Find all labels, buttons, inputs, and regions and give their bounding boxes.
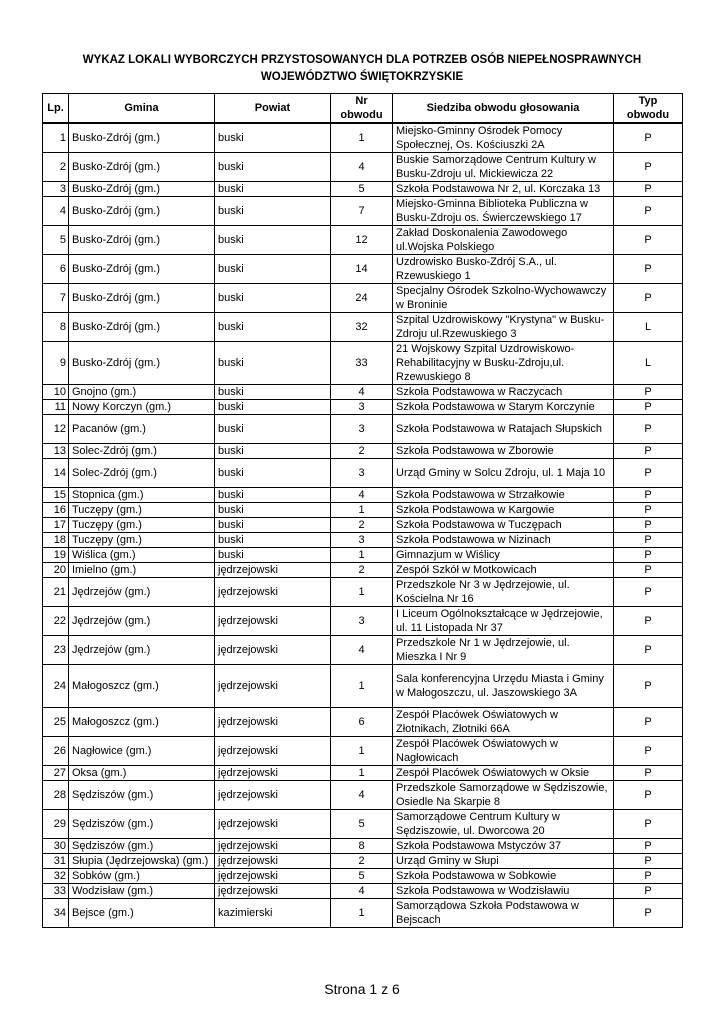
table-row bbox=[43, 563, 683, 578]
header-typ-obwodu: Typ obwodu bbox=[614, 94, 683, 124]
cell-gmina: Busko-Zdrój (gm.) bbox=[69, 313, 215, 342]
cell-siedziba: Przedszkole Samorządowe w Sędziszowie, Osiedle Na Skarpie 8 bbox=[393, 781, 614, 810]
cell-gmina: Busko-Zdrój (gm.) bbox=[69, 153, 215, 182]
cell-lp: 8 bbox=[43, 313, 69, 342]
cell-powiat: buski bbox=[215, 182, 331, 197]
table-row bbox=[43, 607, 683, 636]
cell-lp: 5 bbox=[43, 226, 69, 255]
cell-nr-obwodu: 24 bbox=[331, 284, 393, 313]
table-row bbox=[43, 342, 683, 385]
cell-siedziba: Szkoła Podstawowa Mstyczów 37 bbox=[393, 839, 614, 854]
cell-siedziba: Szkoła Podstawowa w Strzałkowie bbox=[393, 488, 614, 503]
cell-lp: 33 bbox=[43, 884, 69, 899]
cell-siedziba: Szkoła Podstawowa w Zborowie bbox=[393, 444, 614, 459]
table-row bbox=[43, 226, 683, 255]
cell-nr-obwodu: 3 bbox=[331, 607, 393, 636]
cell-typ-obwodu: P bbox=[614, 636, 683, 665]
cell-siedziba: Szkoła Podstawowa w Tuczępach bbox=[393, 518, 614, 533]
cell-typ-obwodu: P bbox=[614, 781, 683, 810]
cell-typ-obwodu: P bbox=[614, 548, 683, 563]
cell-gmina: Oksa (gm.) bbox=[69, 766, 215, 781]
cell-powiat: buski bbox=[215, 197, 331, 226]
cell-gmina: Jędrzejów (gm.) bbox=[69, 578, 215, 607]
cell-typ-obwodu: P bbox=[614, 503, 683, 518]
cell-nr-obwodu: 4 bbox=[331, 385, 393, 400]
cell-nr-obwodu: 32 bbox=[331, 313, 393, 342]
cell-lp: 19 bbox=[43, 548, 69, 563]
cell-siedziba: Gimnazjum w Wiślicy bbox=[393, 548, 614, 563]
cell-gmina: Imielno (gm.) bbox=[69, 563, 215, 578]
table-row bbox=[43, 708, 683, 737]
cell-typ-obwodu: P bbox=[614, 153, 683, 182]
cell-nr-obwodu: 14 bbox=[331, 255, 393, 284]
cell-gmina: Wodzisław (gm.) bbox=[69, 884, 215, 899]
cell-typ-obwodu: L bbox=[614, 313, 683, 342]
cell-lp: 4 bbox=[43, 197, 69, 226]
cell-gmina: Busko-Zdrój (gm.) bbox=[69, 342, 215, 385]
cell-nr-obwodu: 8 bbox=[331, 839, 393, 854]
cell-lp: 7 bbox=[43, 284, 69, 313]
cell-siedziba: Urząd Gminy w Słupi bbox=[393, 854, 614, 869]
cell-powiat: jędrzejowski bbox=[215, 839, 331, 854]
cell-typ-obwodu: P bbox=[614, 607, 683, 636]
table-row bbox=[43, 781, 683, 810]
table-row bbox=[43, 153, 683, 182]
cell-typ-obwodu: P bbox=[614, 385, 683, 400]
cell-lp: 17 bbox=[43, 518, 69, 533]
cell-siedziba: I Liceum Ogólnokształcące w Jędrzejowie, ul. 11 Listopada Nr 37 bbox=[393, 607, 614, 636]
cell-nr-obwodu: 5 bbox=[331, 869, 393, 884]
table-row bbox=[43, 578, 683, 607]
cell-nr-obwodu: 2 bbox=[331, 854, 393, 869]
cell-gmina: Stopnica (gm.) bbox=[69, 488, 215, 503]
table-row bbox=[43, 518, 683, 533]
cell-siedziba: Szkoła Podstawowa w Kargowie bbox=[393, 503, 614, 518]
cell-lp: 12 bbox=[43, 415, 69, 444]
cell-nr-obwodu: 3 bbox=[331, 415, 393, 444]
cell-typ-obwodu: P bbox=[614, 444, 683, 459]
table-header-row bbox=[43, 94, 683, 124]
cell-gmina: Wiślica (gm.) bbox=[69, 548, 215, 563]
cell-siedziba: Szkoła Podstawowa w Sobkowie bbox=[393, 869, 614, 884]
cell-siedziba: Szkoła Podstawowa w Ratajach Słupskich bbox=[393, 415, 614, 444]
cell-powiat: jędrzejowski bbox=[215, 766, 331, 781]
cell-lp: 21 bbox=[43, 578, 69, 607]
cell-gmina: Pacanów (gm.) bbox=[69, 415, 215, 444]
cell-siedziba: Samorządowe Centrum Kultury w Sędziszowie, ul. Dworcowa 20 bbox=[393, 810, 614, 839]
cell-typ-obwodu: P bbox=[614, 533, 683, 548]
cell-gmina: Gnojno (gm.) bbox=[69, 385, 215, 400]
cell-nr-obwodu: 4 bbox=[331, 884, 393, 899]
cell-siedziba: Buskie Samorządowe Centrum Kultury w Busku-Zdroju ul. Mickiewicza 22 bbox=[393, 153, 614, 182]
cell-lp: 14 bbox=[43, 459, 69, 488]
cell-powiat: jędrzejowski bbox=[215, 869, 331, 884]
cell-typ-obwodu: P bbox=[614, 284, 683, 313]
cell-powiat: buski bbox=[215, 459, 331, 488]
cell-gmina: Busko-Zdrój (gm.) bbox=[69, 284, 215, 313]
document-title: WYKAZ LOKALI WYBORCZYCH PRZYSTOSOWANYCH DLA POTRZEB OSÓB NIEPEŁNOSPRAWNYCH bbox=[82, 54, 642, 66]
page-number: Strona 1 z 6 bbox=[324, 981, 400, 997]
cell-powiat: buski bbox=[215, 255, 331, 284]
cell-siedziba: Uzdrowisko Busko-Zdrój S.A., ul. Rzewuskiego 1 bbox=[393, 255, 614, 284]
cell-lp: 3 bbox=[43, 182, 69, 197]
cell-nr-obwodu: 1 bbox=[331, 123, 393, 153]
cell-gmina: Busko-Zdrój (gm.) bbox=[69, 255, 215, 284]
cell-gmina: Jędrzejów (gm.) bbox=[69, 607, 215, 636]
cell-powiat: buski bbox=[215, 313, 331, 342]
cell-lp: 28 bbox=[43, 781, 69, 810]
table-row bbox=[43, 665, 683, 708]
cell-siedziba: Szkoła Podstawowa Nr 2, ul. Korczaka 13 bbox=[393, 182, 614, 197]
cell-gmina: Małogoszcz (gm.) bbox=[69, 665, 215, 708]
cell-siedziba: Zespół Placówek Oświatowych w Złotnikach, Złotniki 66A bbox=[393, 708, 614, 737]
cell-lp: 20 bbox=[43, 563, 69, 578]
cell-siedziba: Miejsko-Gminna Biblioteka Publiczna w Busku-Zdroju os. Świerczewskiego 17 bbox=[393, 197, 614, 226]
table-row bbox=[43, 503, 683, 518]
table-row bbox=[43, 737, 683, 766]
cell-powiat: jędrzejowski bbox=[215, 708, 331, 737]
cell-gmina: Nowy Korczyn (gm.) bbox=[69, 400, 215, 415]
cell-typ-obwodu: P bbox=[614, 578, 683, 607]
cell-lp: 1 bbox=[43, 123, 69, 153]
cell-powiat: jędrzejowski bbox=[215, 737, 331, 766]
table-row bbox=[43, 400, 683, 415]
cell-nr-obwodu: 1 bbox=[331, 665, 393, 708]
table-row bbox=[43, 533, 683, 548]
cell-typ-obwodu: P bbox=[614, 182, 683, 197]
cell-lp: 10 bbox=[43, 385, 69, 400]
cell-typ-obwodu: P bbox=[614, 737, 683, 766]
cell-gmina: Słupia (Jędrzejowska) (gm.) bbox=[69, 854, 215, 869]
cell-typ-obwodu: P bbox=[614, 255, 683, 284]
cell-lp: 22 bbox=[43, 607, 69, 636]
table-row bbox=[43, 810, 683, 839]
cell-nr-obwodu: 4 bbox=[331, 153, 393, 182]
cell-siedziba: Urząd Gminy w Solcu Zdroju, ul. 1 Maja 10 bbox=[393, 459, 614, 488]
cell-siedziba: Przedszkole Nr 3 w Jędrzejowie, ul. Kościelna Nr 16 bbox=[393, 578, 614, 607]
cell-nr-obwodu: 1 bbox=[331, 503, 393, 518]
cell-gmina: Busko-Zdrój (gm.) bbox=[69, 123, 215, 153]
cell-nr-obwodu: 2 bbox=[331, 518, 393, 533]
cell-typ-obwodu: P bbox=[614, 869, 683, 884]
cell-typ-obwodu: P bbox=[614, 226, 683, 255]
cell-lp: 13 bbox=[43, 444, 69, 459]
cell-typ-obwodu: P bbox=[614, 415, 683, 444]
cell-powiat: buski bbox=[215, 518, 331, 533]
table-row bbox=[43, 255, 683, 284]
cell-powiat: buski bbox=[215, 123, 331, 153]
table-row bbox=[43, 884, 683, 899]
cell-powiat: buski bbox=[215, 415, 331, 444]
cell-powiat: jędrzejowski bbox=[215, 563, 331, 578]
cell-siedziba: Szkoła Podstawowa w Nizinach bbox=[393, 533, 614, 548]
header-powiat: Powiat bbox=[215, 94, 331, 124]
cell-typ-obwodu: P bbox=[614, 563, 683, 578]
cell-powiat: buski bbox=[215, 153, 331, 182]
cell-gmina: Sędziszów (gm.) bbox=[69, 839, 215, 854]
cell-lp: 11 bbox=[43, 400, 69, 415]
table-row bbox=[43, 636, 683, 665]
cell-typ-obwodu: P bbox=[614, 766, 683, 781]
cell-powiat: buski bbox=[215, 503, 331, 518]
cell-siedziba: Zespół Szkół w Motkowicach bbox=[393, 563, 614, 578]
cell-gmina: Bejsce (gm.) bbox=[69, 899, 215, 928]
cell-nr-obwodu: 1 bbox=[331, 766, 393, 781]
header-lp: Lp. bbox=[43, 94, 69, 124]
cell-powiat: jędrzejowski bbox=[215, 607, 331, 636]
cell-powiat: jędrzejowski bbox=[215, 781, 331, 810]
cell-siedziba: Miejsko-Gminny Ośrodek Pomocy Społecznej, Os. Kościuszki 2A bbox=[393, 123, 614, 153]
cell-lp: 30 bbox=[43, 839, 69, 854]
cell-siedziba: Sala konferencyjna Urzędu Miasta i Gminy w Małogoszczu, ul. Jaszowskiego 3A bbox=[393, 665, 614, 708]
table-row bbox=[43, 415, 683, 444]
cell-typ-obwodu: L bbox=[614, 342, 683, 385]
cell-nr-obwodu: 2 bbox=[331, 563, 393, 578]
cell-siedziba: Zakład Doskonalenia Zawodowego ul.Wojska Polskiego bbox=[393, 226, 614, 255]
cell-powiat: jędrzejowski bbox=[215, 636, 331, 665]
cell-typ-obwodu: P bbox=[614, 665, 683, 708]
cell-powiat: kazimierski bbox=[215, 899, 331, 928]
cell-nr-obwodu: 5 bbox=[331, 182, 393, 197]
cell-nr-obwodu: 6 bbox=[331, 708, 393, 737]
cell-siedziba: Specjalny Ośrodek Szkolno-Wychowawczy w Broninie bbox=[393, 284, 614, 313]
document-subtitle: WOJEWÓDZTWO ŚWIĘTOKRZYSKIE bbox=[260, 71, 464, 83]
table-row bbox=[43, 839, 683, 854]
cell-siedziba: Samorządowa Szkoła Podstawowa w Bejscach bbox=[393, 899, 614, 928]
table-row bbox=[43, 313, 683, 342]
cell-lp: 6 bbox=[43, 255, 69, 284]
table-row bbox=[43, 197, 683, 226]
cell-nr-obwodu: 4 bbox=[331, 636, 393, 665]
table-row bbox=[43, 444, 683, 459]
cell-gmina: Sobków (gm.) bbox=[69, 869, 215, 884]
cell-gmina: Małogoszcz (gm.) bbox=[69, 708, 215, 737]
cell-nr-obwodu: 3 bbox=[331, 533, 393, 548]
cell-nr-obwodu: 5 bbox=[331, 810, 393, 839]
cell-nr-obwodu: 33 bbox=[331, 342, 393, 385]
cell-powiat: buski bbox=[215, 385, 331, 400]
cell-typ-obwodu: P bbox=[614, 488, 683, 503]
cell-nr-obwodu: 2 bbox=[331, 444, 393, 459]
table-row bbox=[43, 385, 683, 400]
header-nr-obwodu: Nr obwodu bbox=[331, 94, 393, 124]
cell-gmina: Busko-Zdrój (gm.) bbox=[69, 197, 215, 226]
cell-siedziba: Przedszkole Nr 1 w Jędrzejowie, ul. Mieszka I Nr 9 bbox=[393, 636, 614, 665]
cell-siedziba: Szkoła Podstawowa w Raczycach bbox=[393, 385, 614, 400]
table-row bbox=[43, 869, 683, 884]
header-gmina: Gmina bbox=[69, 94, 215, 124]
cell-typ-obwodu: P bbox=[614, 899, 683, 928]
cell-powiat: buski bbox=[215, 284, 331, 313]
cell-typ-obwodu: P bbox=[614, 854, 683, 869]
cell-powiat: buski bbox=[215, 444, 331, 459]
cell-gmina: Solec-Zdrój (gm.) bbox=[69, 459, 215, 488]
cell-gmina: Tuczępy (gm.) bbox=[69, 518, 215, 533]
cell-lp: 25 bbox=[43, 708, 69, 737]
cell-siedziba: Szpital Uzdrowiskowy "Krystyna" w Busku-Zdroju ul.Rzewuskiego 3 bbox=[393, 313, 614, 342]
cell-lp: 23 bbox=[43, 636, 69, 665]
polling-stations-table bbox=[42, 93, 683, 928]
cell-lp: 9 bbox=[43, 342, 69, 385]
cell-gmina: Jędrzejów (gm.) bbox=[69, 636, 215, 665]
cell-gmina: Solec-Zdrój (gm.) bbox=[69, 444, 215, 459]
cell-powiat: buski bbox=[215, 226, 331, 255]
cell-powiat: buski bbox=[215, 488, 331, 503]
table-row bbox=[43, 488, 683, 503]
cell-lp: 27 bbox=[43, 766, 69, 781]
cell-gmina: Nagłowice (gm.) bbox=[69, 737, 215, 766]
cell-typ-obwodu: P bbox=[614, 459, 683, 488]
cell-gmina: Busko-Zdrój (gm.) bbox=[69, 182, 215, 197]
cell-nr-obwodu: 1 bbox=[331, 548, 393, 563]
cell-powiat: buski bbox=[215, 548, 331, 563]
cell-typ-obwodu: P bbox=[614, 400, 683, 415]
cell-nr-obwodu: 12 bbox=[331, 226, 393, 255]
table-row bbox=[43, 123, 683, 153]
table-row bbox=[43, 182, 683, 197]
cell-powiat: jędrzejowski bbox=[215, 578, 331, 607]
cell-powiat: jędrzejowski bbox=[215, 854, 331, 869]
cell-siedziba: Zespół Placówek Oświatowych w Oksie bbox=[393, 766, 614, 781]
cell-powiat: jędrzejowski bbox=[215, 810, 331, 839]
cell-lp: 15 bbox=[43, 488, 69, 503]
table-row bbox=[43, 284, 683, 313]
cell-typ-obwodu: P bbox=[614, 197, 683, 226]
cell-siedziba: Szkoła Podstawowa w Wodzisławiu bbox=[393, 884, 614, 899]
cell-nr-obwodu: 1 bbox=[331, 737, 393, 766]
cell-nr-obwodu: 3 bbox=[331, 459, 393, 488]
cell-typ-obwodu: P bbox=[614, 839, 683, 854]
cell-lp: 24 bbox=[43, 665, 69, 708]
cell-powiat: buski bbox=[215, 533, 331, 548]
cell-nr-obwodu: 4 bbox=[331, 488, 393, 503]
cell-nr-obwodu: 1 bbox=[331, 578, 393, 607]
table-row bbox=[43, 548, 683, 563]
cell-lp: 2 bbox=[43, 153, 69, 182]
cell-nr-obwodu: 3 bbox=[331, 400, 393, 415]
cell-nr-obwodu: 1 bbox=[331, 899, 393, 928]
cell-powiat: jędrzejowski bbox=[215, 665, 331, 708]
header-siedziba: Siedziba obwodu głosowania bbox=[393, 94, 614, 124]
cell-typ-obwodu: P bbox=[614, 708, 683, 737]
cell-nr-obwodu: 7 bbox=[331, 197, 393, 226]
cell-lp: 29 bbox=[43, 810, 69, 839]
table-row bbox=[43, 899, 683, 928]
cell-siedziba: Szkoła Podstawowa w Starym Korczynie bbox=[393, 400, 614, 415]
cell-lp: 18 bbox=[43, 533, 69, 548]
table-row bbox=[43, 459, 683, 488]
cell-typ-obwodu: P bbox=[614, 518, 683, 533]
cell-gmina: Tuczępy (gm.) bbox=[69, 533, 215, 548]
cell-typ-obwodu: P bbox=[614, 884, 683, 899]
cell-powiat: buski bbox=[215, 400, 331, 415]
cell-lp: 16 bbox=[43, 503, 69, 518]
cell-gmina: Sędziszów (gm.) bbox=[69, 781, 215, 810]
cell-lp: 32 bbox=[43, 869, 69, 884]
cell-siedziba: 21 Wojskowy Szpital Uzdrowiskowo-Rehabilitacyjny w Busku-Zdroju,ul. Rzewuskiego 8 bbox=[393, 342, 614, 385]
cell-gmina: Tuczępy (gm.) bbox=[69, 503, 215, 518]
cell-gmina: Sędziszów (gm.) bbox=[69, 810, 215, 839]
table-row bbox=[43, 766, 683, 781]
cell-powiat: buski bbox=[215, 342, 331, 385]
cell-lp: 31 bbox=[43, 854, 69, 869]
cell-siedziba: Zespół Placówek Oświatowych w Nagłowicach bbox=[393, 737, 614, 766]
cell-lp: 26 bbox=[43, 737, 69, 766]
cell-typ-obwodu: P bbox=[614, 810, 683, 839]
table-row bbox=[43, 854, 683, 869]
cell-nr-obwodu: 4 bbox=[331, 781, 393, 810]
cell-powiat: jędrzejowski bbox=[215, 884, 331, 899]
cell-lp: 34 bbox=[43, 899, 69, 928]
cell-typ-obwodu: P bbox=[614, 123, 683, 153]
cell-gmina: Busko-Zdrój (gm.) bbox=[69, 226, 215, 255]
